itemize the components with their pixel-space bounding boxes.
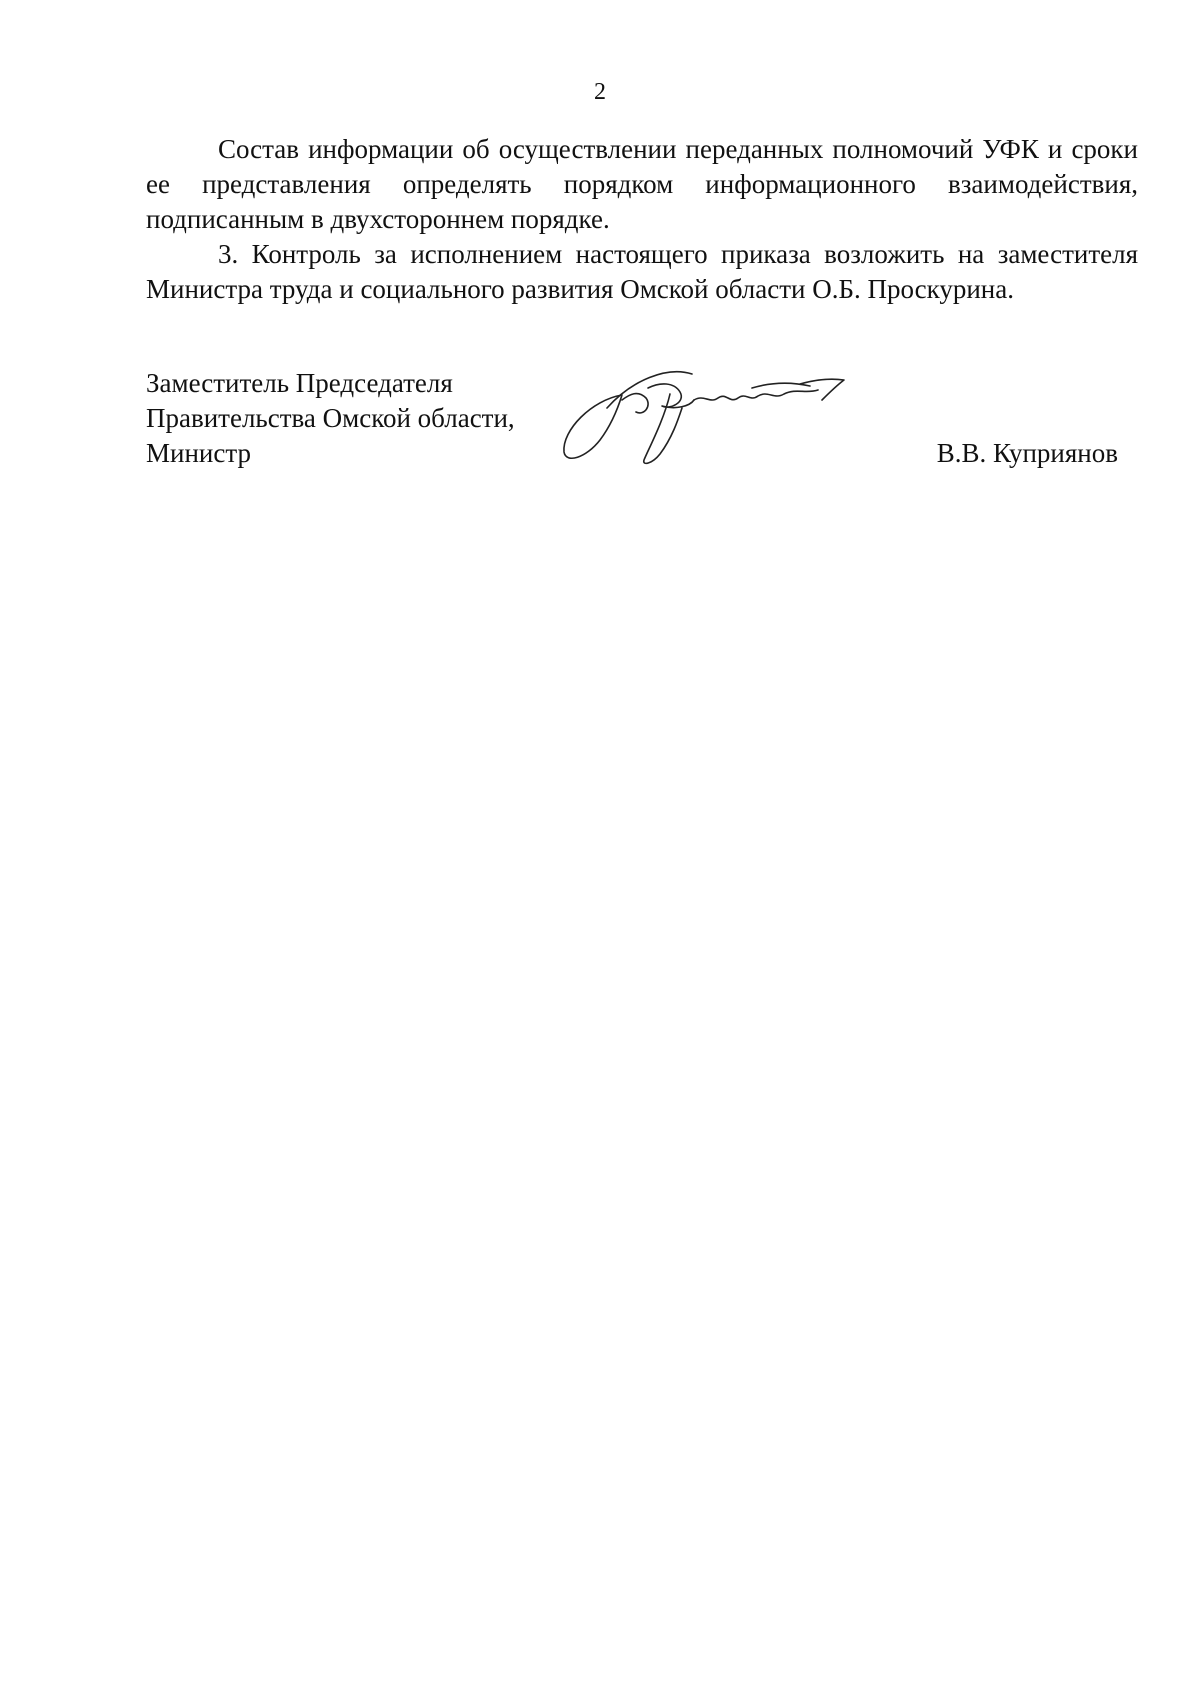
signatory-name: В.В. Куприянов bbox=[936, 438, 1118, 468]
page-number: 2 bbox=[594, 79, 606, 105]
document-body bbox=[146, 132, 1138, 307]
signatory-title-line: Министр bbox=[146, 438, 251, 468]
handwritten-signature bbox=[552, 360, 892, 470]
paragraph-control-clause: 3. Контроль за исполнением настоящего приказа возложить на заместителя Министра труда и социального развития Омской области О.Б. Проскурина. bbox=[146, 239, 1138, 304]
paragraph-information-composition: Состав информации об осуществлении переданных полномочий УФК и сроки ее представления определять порядком информационного взаимодействия, подписанным в двухстороннем порядке. bbox=[146, 134, 1138, 234]
signatory-title-line: Заместитель Председателя bbox=[146, 368, 453, 398]
signatory-title bbox=[146, 366, 515, 471]
signatory-title-line: Правительства Омской области, bbox=[146, 403, 515, 433]
signature-graphic bbox=[552, 360, 892, 470]
